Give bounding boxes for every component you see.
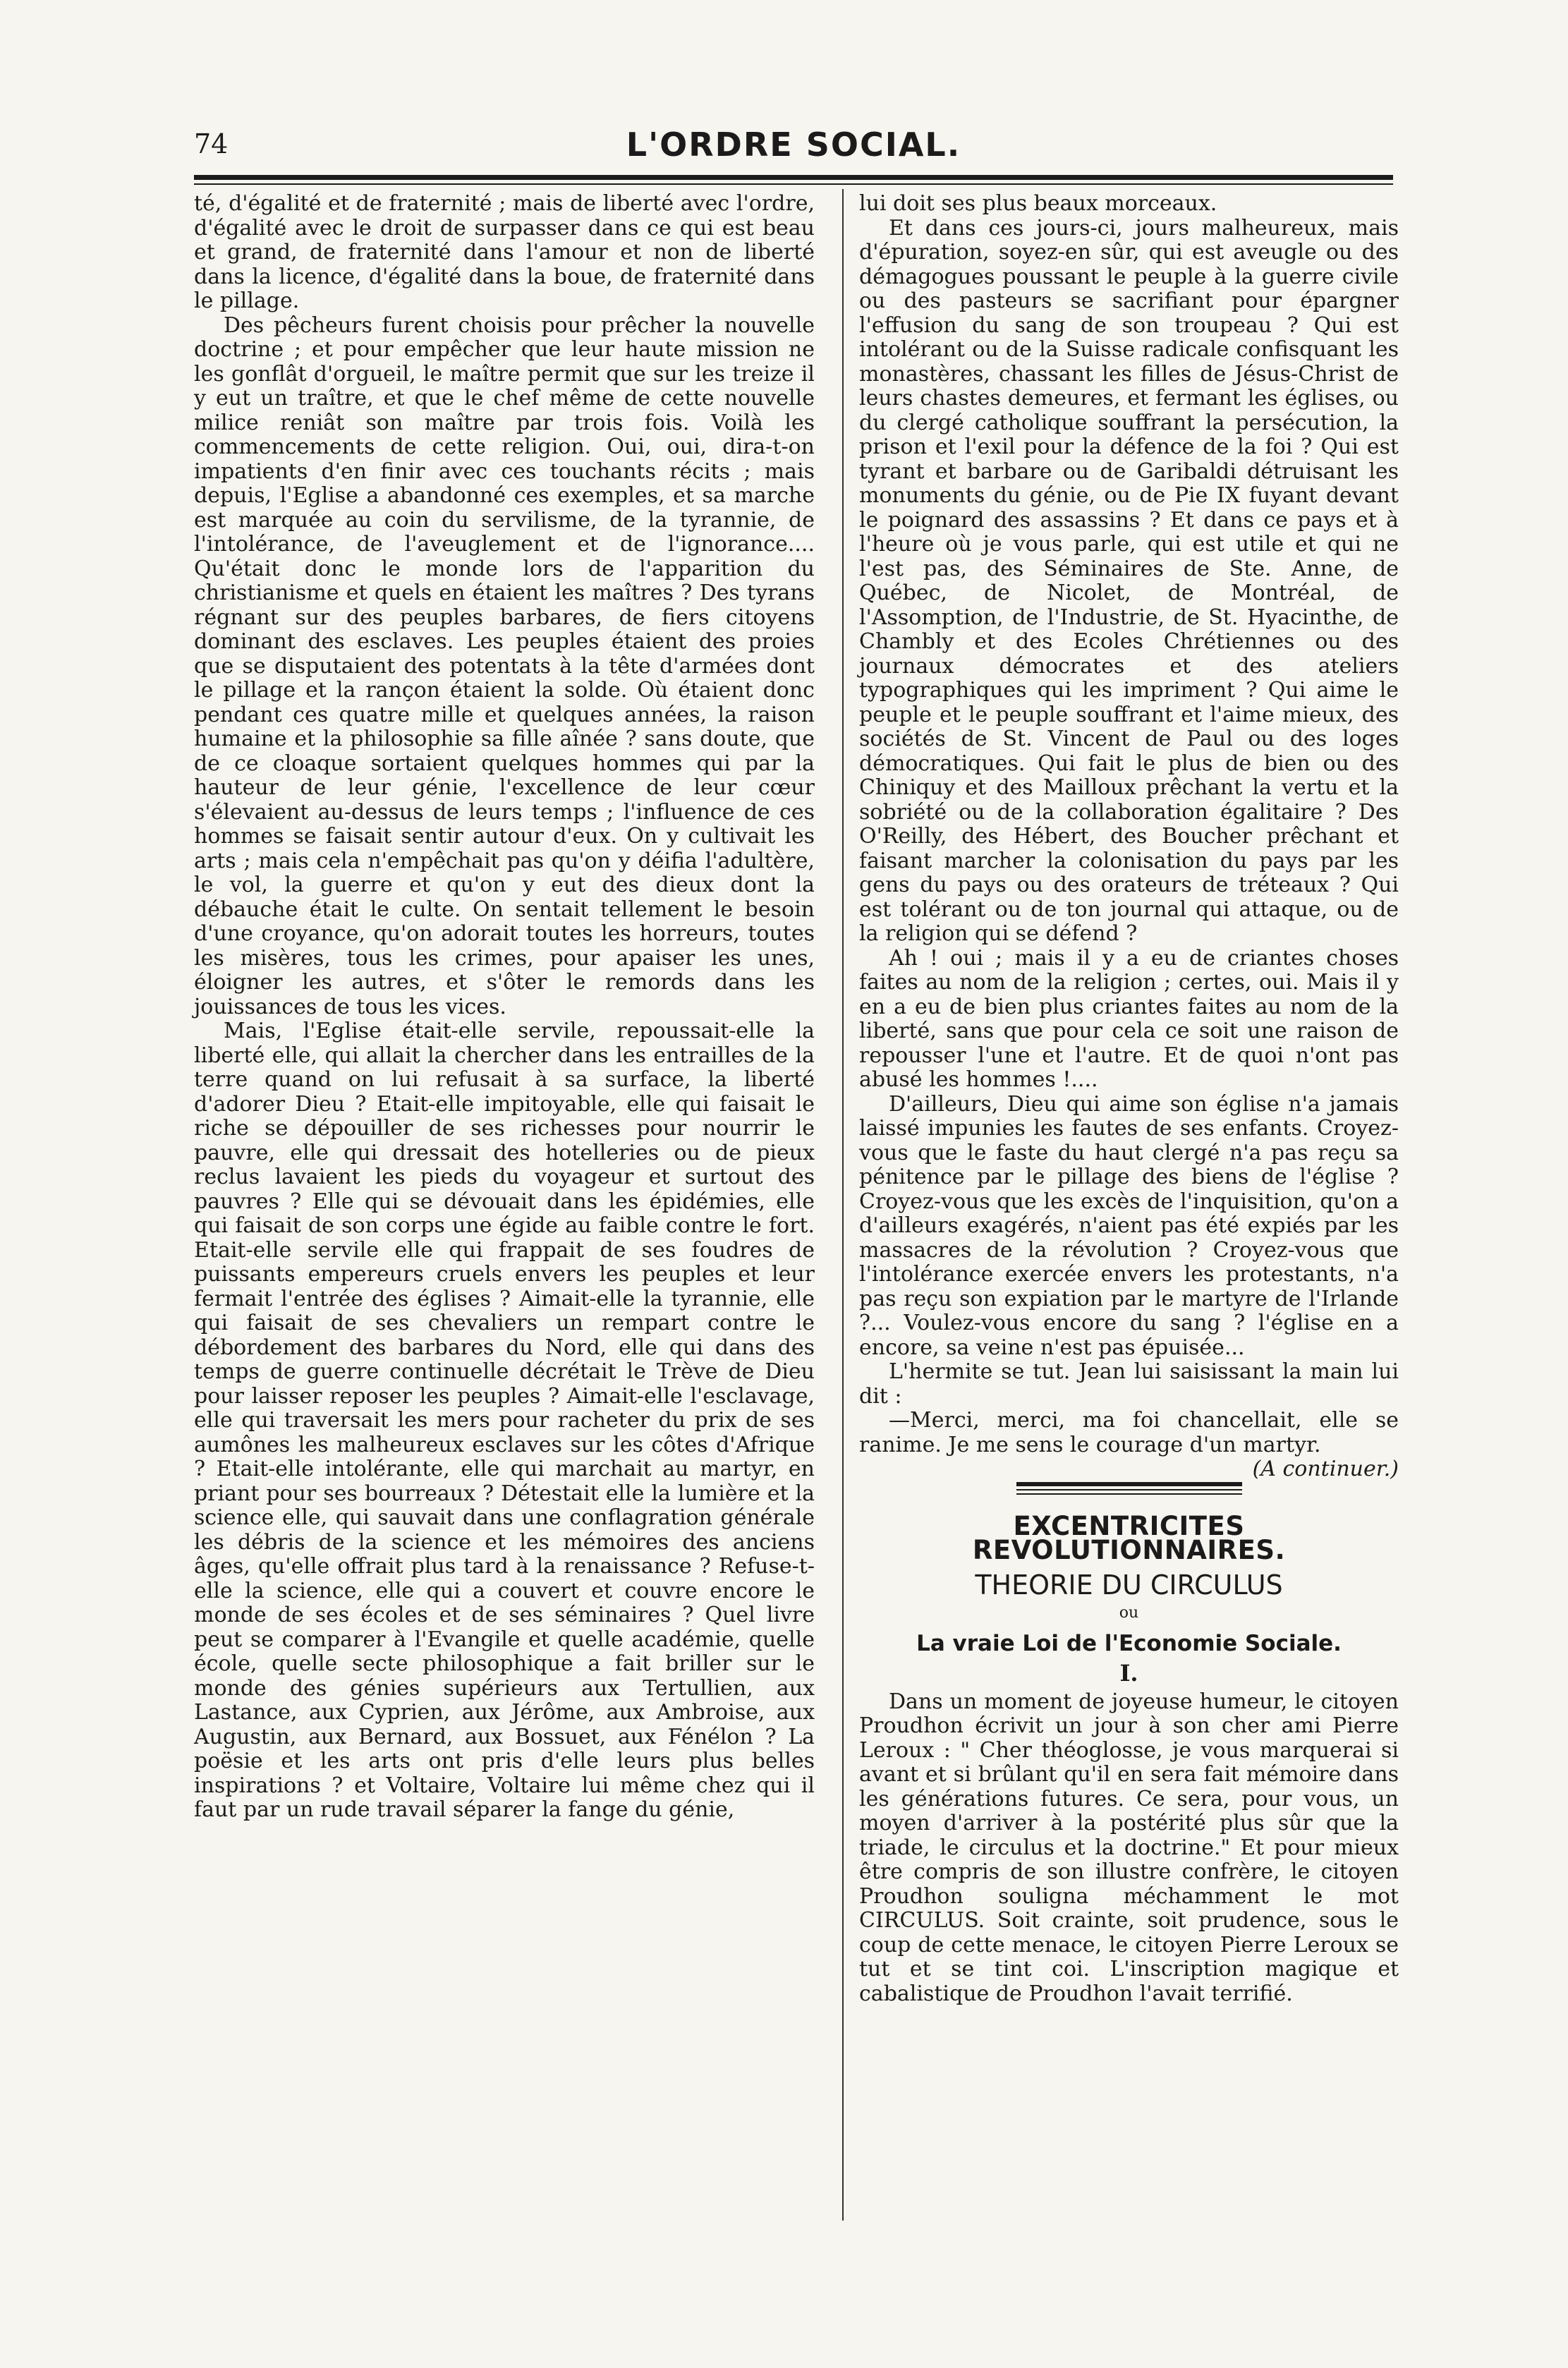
subtitle-secondary: La vraie Loi de l'Economie Sociale.	[916, 1630, 1342, 1656]
paragraph: lui doit ses plus beaux morceaux.	[859, 191, 1217, 216]
section-separator-rule	[1016, 1482, 1242, 1495]
paragraph: Et dans ces jours-ci, jours malheureux, mais d'épuration, soyez-en sûr, qui est aveugle ou des démagogues poussant le peuple à la guerre civile ou des pasteurs se sacrifiant pour épargner l'effusion du sang de son troupeau ? Qui est intolérant ou de la Suisse radicale confisquant les monastères, chassant les filles de Jésus-Christ de leurs chastes demeures, et fermant les églises, ou du clergé catholique souffrant la persécution, la prison et l'exil pour la défence de la foi ? Qui est tyrant et barbare ou de Garibaldi détruisant les monuments du génie, ou de Pie IX fuyant devant le poignard des assassins ? Et dans ce pays et à l'heure où je vous parle, qui est utile et qui ne l'est pas, des Séminaires de Ste. Anne, de Québec, de Nicolet, de Montréal, de l'Assomption, de l'Industrie, de St. Hyacinthe, de Chambly et des Ecoles Chrétiennes ou des journaux démocrates et des ateliers typographiques qui les impriment ? Qui aime le peuple et le peuple souffrant et l'aime mieux, des sociétés de St. Vincent de Paul ou des loges démocratiques. Qui fait le plus de bien ou des Chiniquy et des Mailloux prêchant la vertu et la sobriété ou de la collaboration égalitaire ? Des O'Reilly, des Hébert, des Boucher prêchant et faisant marcher la colonisation du pays par les gens du pays ou des orateurs de tréteaux ? Qui est tolérant ou de ton journal qui attaque, ou de la religion qui se défend ?	[859, 215, 1399, 946]
page-number: 74	[194, 128, 229, 159]
page-header	[194, 126, 1393, 168]
paragraph: té, d'égalité et de fraternité ; mais de liberté avec l'ordre, d'égalité avec le droit de surpasser dans ce qui est beau et grand, de fraternité dans l'amour et non de liberté dans la licence, d'égalité dans la boue, de fraternité dans le pillage.	[194, 191, 815, 313]
paragraph: Dans un moment de joyeuse humeur, le citoyen Proudhon écrivit un jour à son cher ami Pierre Leroux : " Cher théoglosse, je vous marquerai si avant et si brûlant qu'il en sera fait mémoire dans les générations futures. Ce sera, pour vous, un moyen d'arriver à la postérité plus sûr que la triade, le circulus et la doctrine." Et pour mieux être compris de son illustre confrère, le citoyen Proudhon souligna méchamment le mot CIRCULUS. Soit crainte, soit prudence, sous le coup de cette menace, le citoyen Pierre Leroux se tut et se tint coi. L'inscription magique et cabalistique de Proudhon l'avait terrifié.	[859, 1689, 1399, 2006]
section-number: I.	[1119, 1660, 1138, 1687]
column-divider	[842, 189, 844, 2221]
journal-title: L'ORDRE SOCIAL.	[626, 126, 961, 164]
left-column	[194, 192, 815, 1823]
paragraph: L'hermite se tut. Jean lui saisissant la main lui dit :	[859, 1359, 1399, 1409]
subtitle: THEORIE DU CIRCULUS	[975, 1569, 1283, 1601]
subtitle-conjunction: ou	[1119, 1604, 1139, 1622]
to-continue-note: (A continuer.)	[1252, 1457, 1399, 1481]
header-rule-thick	[194, 175, 1393, 180]
header-rule-thin	[194, 183, 1393, 185]
right-column	[859, 192, 1399, 2006]
paragraph: —Merci, merci, ma foi chancellait, elle se ranime. Je me sens le courage d'un martyr.	[859, 1408, 1399, 1457]
paragraph: D'ailleurs, Dieu qui aime son église n'a jamais laissé impunies les fautes de ses enfants. Croyez-vous que le faste du haut clergé n'a pas reçu sa pénitence par le pillage des biens de l'église ? Croyez-vous que les excès de l'inquisition, qu'on a d'ailleurs exagérés, n'aient pas été expiés par les massacres de la révolution ? Croyez-vous que l'intolérance exercée envers les protestants, n'a pas reçu son expiation par le martyre de l'Irlande ?... Voulez-vous encore du sang ? l'église en a encore, sa veine n'est pas épuisée...	[859, 1091, 1399, 1360]
paragraph: Des pêcheurs furent choisis pour prêcher la nouvelle doctrine ; et pour empêcher que leur haute mission ne les gonflât d'orgueil, le maître permit que sur les treize il y eut un traître, et que le chef même de cette nouvelle milice reniât son maître par trois fois. Voilà les commencements de cette religion. Oui, oui, dira-t-on impatients d'en finir avec ces touchants récits ; mais depuis, l'Eglise a abandonné ces exemples, et sa marche est marquée au coin du servilisme, de la tyrannie, de l'intolérance, de l'aveuglement et de l'ignorance.... Qu'était donc le monde lors de l'apparition du christianisme et quels en étaient les maîtres ? Des tyrans régnant sur des peuples barbares, de fiers citoyens dominant des esclaves. Les peuples étaient des proies que se disputaient des potentats à la tête d'armées dont le pillage et la rançon étaient la solde. Où étaient donc pendant ces quatre mille et quelques années, la raison humaine et la philosophie sa fille aînée ? sans doute, que de ce cloaque sortaient quelques hommes qui par la hauteur de leur génie, l'excellence de leur cœur s'élevaient au-dessus de leurs temps ; l'influence de ces hommes se faisait sentir autour d'eux. On y cultivait les arts ; mais cela n'empêchait pas qu'on y déifia l'adultère, le vol, la guerre et qu'on y eut des dieux dont la débauche était le culte. On sentait tellement le besoin d'une croyance, qu'on adorait toutes les horreurs, toutes les misères, tous les crimes, pour apaiser les unes, éloigner les autres, et s'ôter le remords dans les jouissances de tous les vices.	[194, 312, 815, 1019]
paragraph: Mais, l'Eglise était-elle servile, repoussait-elle la liberté elle, qui allait la chercher dans les entrailles de la terre quand on lui refusait à sa surface, la liberté d'adorer Dieu ? Etait-elle impitoyable, elle qui faisait le riche se dépouiller de ses richesses pour nourrir le pauvre, elle qui dressait des hotelleries ou de pieux reclus lavaient les pieds du voyageur et surtout des pauvres ? Elle qui se dévouait dans les épidémies, elle qui faisait de son corps une égide au faible contre le fort. Etait-elle servile elle qui frappait de ses foudres de puissants empereurs cruels envers les peuples et leur fermait l'entrée des églises ? Aimait-elle la tyrannie, elle qui faisait de ses chevaliers un rempart contre le débordement des barbares du Nord, elle qui dans des temps de guerre continuelle décrétait le Trève de Dieu pour laisser reposer les peuples ? Aimait-elle l'esclavage, elle qui traversait les mers pour racheter du prix de ses aumônes les malheureux esclaves sur les côtes d'Afrique ? Etait-elle intolérante, elle qui marchait au martyr, en priant pour ses bourreaux ? Détestait elle la lumière et la science elle, qui sauvait dans une conflagration générale les débris de la science et les mémoires des anciens âges, qu'elle offrait plus tard à la renaissance ? Refuse-t-elle la science, elle qui a couvert et couvre encore le monde de ses écoles et de ses séminaires ? Quel livre peut se comparer à l'Evangile et quelle académie, quelle école, quelle secte philosophique a fait briller sur le monde des génies supérieurs aux Tertullien, aux Lastance, aux Cyprien, aux Jérôme, aux Ambroise, aux Augustin, aux Bernard, aux Bossuet, aux Fénélon ? La poësie et les arts ont pris d'elle leurs plus belles inspirations ? et Voltaire, Voltaire lui même chez qui il faut par un rude travail séparer la fange du génie,	[194, 1019, 815, 1822]
section-title: EXCENTRICITES REVOLUTIONNAIRES.	[972, 1510, 1286, 1565]
paragraph: Ah ! oui ; mais il y a eu de criantes choses faites au nom de la religion ; certes, oui. Mais il y en a eu de bien plus criantes faites au nom de la liberté, sans que pour cela ce soit une raison de repousser l'une et l'autre. Et de quoi n'ont pas abusé les hommes !....	[859, 945, 1399, 1092]
